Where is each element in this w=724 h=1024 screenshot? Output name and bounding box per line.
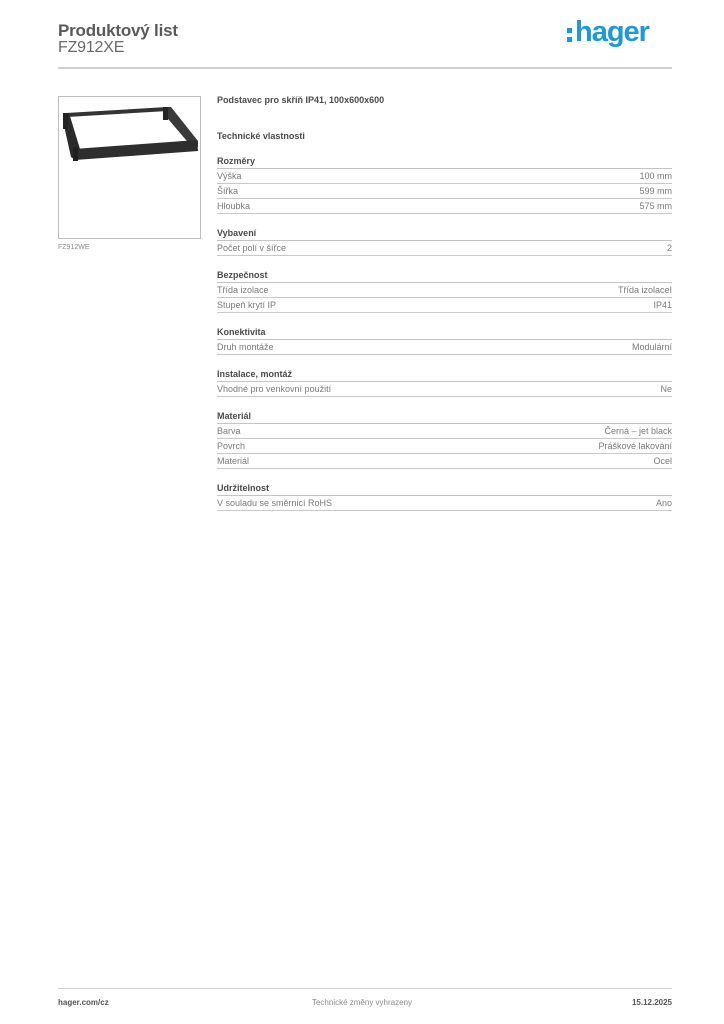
logo-text: hager [575,15,649,48]
spec-value: IP41 [653,300,672,310]
spec-group-sustainability [217,482,672,511]
spec-group-dimensions [217,155,672,214]
product-base-frame-icon [59,97,200,238]
group-title: Instalace, montáž [217,368,672,382]
logo-colon-icon [567,28,572,42]
spec-value: Ocel [653,456,672,466]
spec-value: Ne [660,384,672,394]
footer-notice: Technické změny vyhrazeny [311,998,413,1007]
group-title: Vybavení [217,227,672,241]
product-code: FZ912XE [58,39,125,56]
spec-row [217,184,672,199]
spec-value: Třída izolaceI [617,285,672,295]
spec-value: Práškové lakování [598,441,672,451]
spec-row [217,340,672,355]
group-title: Konektivita [217,326,672,340]
spec-label: Vhodné pro venkovní použití [217,384,332,394]
spec-value: 2 [666,243,672,253]
section-title: Technické vlastnosti [217,131,305,141]
spec-group-equipment [217,227,672,256]
spec-label: V souladu se směrnicí RoHS [217,498,333,508]
group-title: Rozměry [217,155,672,169]
spec-row [217,283,672,298]
spec-label: Druh montáže [217,342,274,352]
spec-row [217,439,672,454]
spec-value: Černá – jet black [604,426,672,436]
spec-label: Počet polí v šířce [217,243,287,253]
spec-label: Barva [217,426,241,436]
spec-row [217,496,672,511]
spec-value: 599 mm [639,186,672,196]
spec-group-material [217,410,672,469]
page-title: Produktový list [58,21,178,40]
spec-value: Modulární [631,342,672,352]
spec-group-safety [217,269,672,313]
spec-value: 100 mm [639,171,672,181]
hager-logo [567,15,649,49]
spec-row [217,241,672,256]
spec-group-installation [217,368,672,397]
product-image [58,96,201,239]
spec-label: Třída izolace [217,285,269,295]
spec-label: Výška [217,171,242,181]
footer-date: 15.12.2025 [631,998,672,1007]
spec-label: Hloubka [217,201,251,211]
header-divider [58,67,672,69]
product-description: Podstavec pro skříň IP41, 100x600x600 [217,95,385,105]
spec-row [217,298,672,313]
group-title: Materiál [217,410,672,424]
spec-row [217,199,672,214]
group-title: Bezpečnost [217,269,672,283]
spec-label: Materiál [217,456,250,466]
spec-group-connectivity [217,326,672,355]
footer-divider [58,988,672,989]
spec-row [217,424,672,439]
image-caption: FZ912WE [58,244,90,251]
spec-label: Povrch [217,441,246,451]
spec-value: Ano [655,498,672,508]
spec-row [217,454,672,469]
spec-row [217,169,672,184]
spec-label: Stupeň krytí IP [217,300,277,310]
spec-row [217,382,672,397]
spec-content [217,94,672,511]
group-title: Udržitelnost [217,482,672,496]
footer-website-link[interactable]: hager.com/cz [58,998,109,1007]
spec-value: 575 mm [639,201,672,211]
spec-label: Šířka [217,186,239,196]
